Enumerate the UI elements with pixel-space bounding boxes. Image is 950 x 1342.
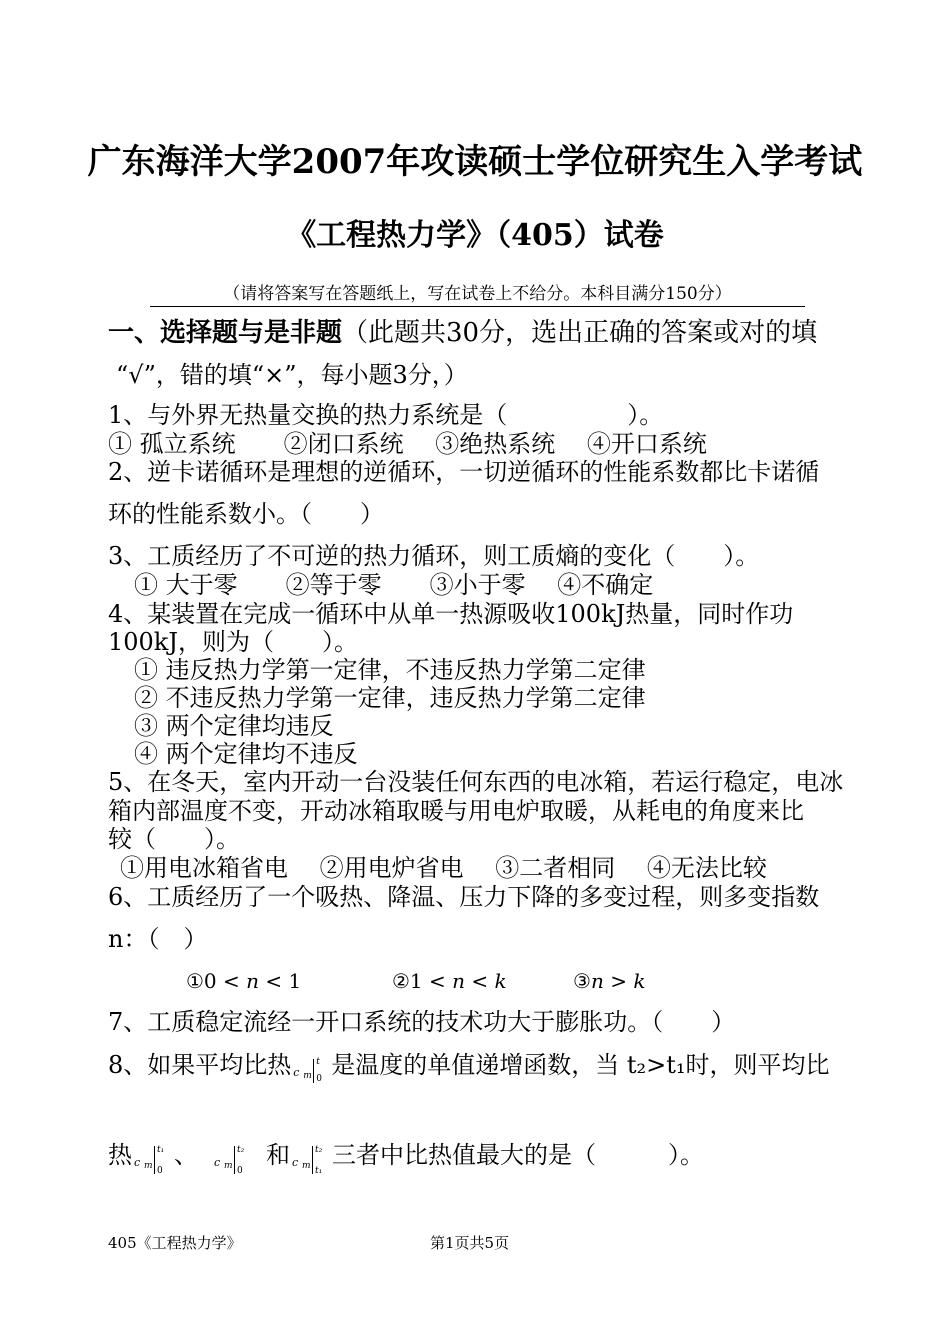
- footer-page-number: 第1页共5页: [430, 1234, 510, 1252]
- q6-option-3: ③n > k: [573, 969, 646, 993]
- q8-line1: 8、如果平均比热 c m t 0 是温度的单值递增函数，当 t₂>t₁时，则平均比: [108, 1050, 830, 1087]
- q2-line1: 2、逆卡诺循环是理想的逆循环，一切逆循环的性能系数都比卡诺循: [108, 458, 820, 486]
- q6-line2: n：（ ）: [108, 925, 208, 953]
- exam-note: （请将答案写在答题纸上，写在试卷上不给分。本科目满分150分）: [150, 283, 805, 307]
- q5-line2: 箱内部温度不变，开动冰箱取暖与用电炉取暖，从耗电的角度来比: [108, 797, 804, 825]
- q3-text: 3、工质经历了不可逆的热力循环，则工质熵的变化（ ）。: [108, 542, 760, 570]
- section-desc-2: “√”，错的填“×”，每小题3分，）: [116, 361, 468, 389]
- q4-line1: 4、某装置在完成一循环中从单一热源吸收100kJ热量，同时作功: [108, 600, 794, 628]
- q6-option-1: ①0 < n < 1: [186, 969, 302, 993]
- q5-line1: 5、在冬天，室内开动一台没装任何东西的电冰箱，若运行稳定，电冰: [108, 768, 844, 796]
- mean-specific-heat-t1-t2: c m t₂ t₁: [292, 1145, 323, 1176]
- footer-course: 405《工程热力学》: [108, 1234, 242, 1252]
- q7-text: 7、工质稳定流经一开口系统的技术功大于膨胀功。（ ）: [108, 1008, 736, 1036]
- q1-text: 1、与外界无热量交换的热力系统是（ ）。: [108, 401, 664, 429]
- q3-options: ① 大于零 ②等于零 ③小于零 ④不确定: [134, 571, 654, 599]
- q6-line1: 6、工质经历了一个吸热、降温、压力下降的多变过程，则多变指数: [108, 883, 820, 911]
- q4-option-4: ④ 两个定律均不违反: [134, 740, 358, 768]
- q5-line3: 较（ ）。: [108, 825, 240, 853]
- mean-specific-heat-0-t1: c m t₁ 0: [134, 1145, 165, 1176]
- q4-option-1: ① 违反热力学第一定律，不违反热力学第二定律: [134, 656, 646, 684]
- mean-specific-heat-symbol: c m t 0: [293, 1057, 323, 1084]
- section-heading-line: [108, 316, 817, 350]
- q4-line2: 100kJ，则为（ ）。: [108, 628, 358, 656]
- exam-title: 广东海洋大学2007年攻读硕士学位研究生入学考试: [87, 142, 863, 182]
- q4-option-2: ② 不违反热力学第一定律，违反热力学第二定律: [134, 684, 646, 712]
- q8-line2: 热 c m t₁ 0 、 c m t₂ 0 和 c m t₂ t₁ 三者中比热值最大的是（ ）。: [108, 1141, 704, 1176]
- exam-subtitle: 《工程热力学》（405）试卷: [286, 218, 664, 253]
- section-desc-1: （此题共30分，选出正确的答案或对的填: [342, 318, 818, 348]
- q1-options: ① 孤立系统 ②闭口系统 ③绝热系统 ④开口系统: [108, 430, 707, 458]
- q2-line2: 环的性能系数小。（ ）: [108, 500, 384, 528]
- mean-specific-heat-0-t2: c m t₂ 0: [214, 1145, 245, 1176]
- q4-option-3: ③ 两个定律均违反: [134, 712, 334, 740]
- q6-option-2: ②1 < n < k: [392, 969, 507, 993]
- q5-options: ①用电冰箱省电 ②用电炉省电 ③二者相同 ④无法比较: [120, 854, 767, 882]
- section-heading: 一、选择题与是非题: [108, 318, 343, 348]
